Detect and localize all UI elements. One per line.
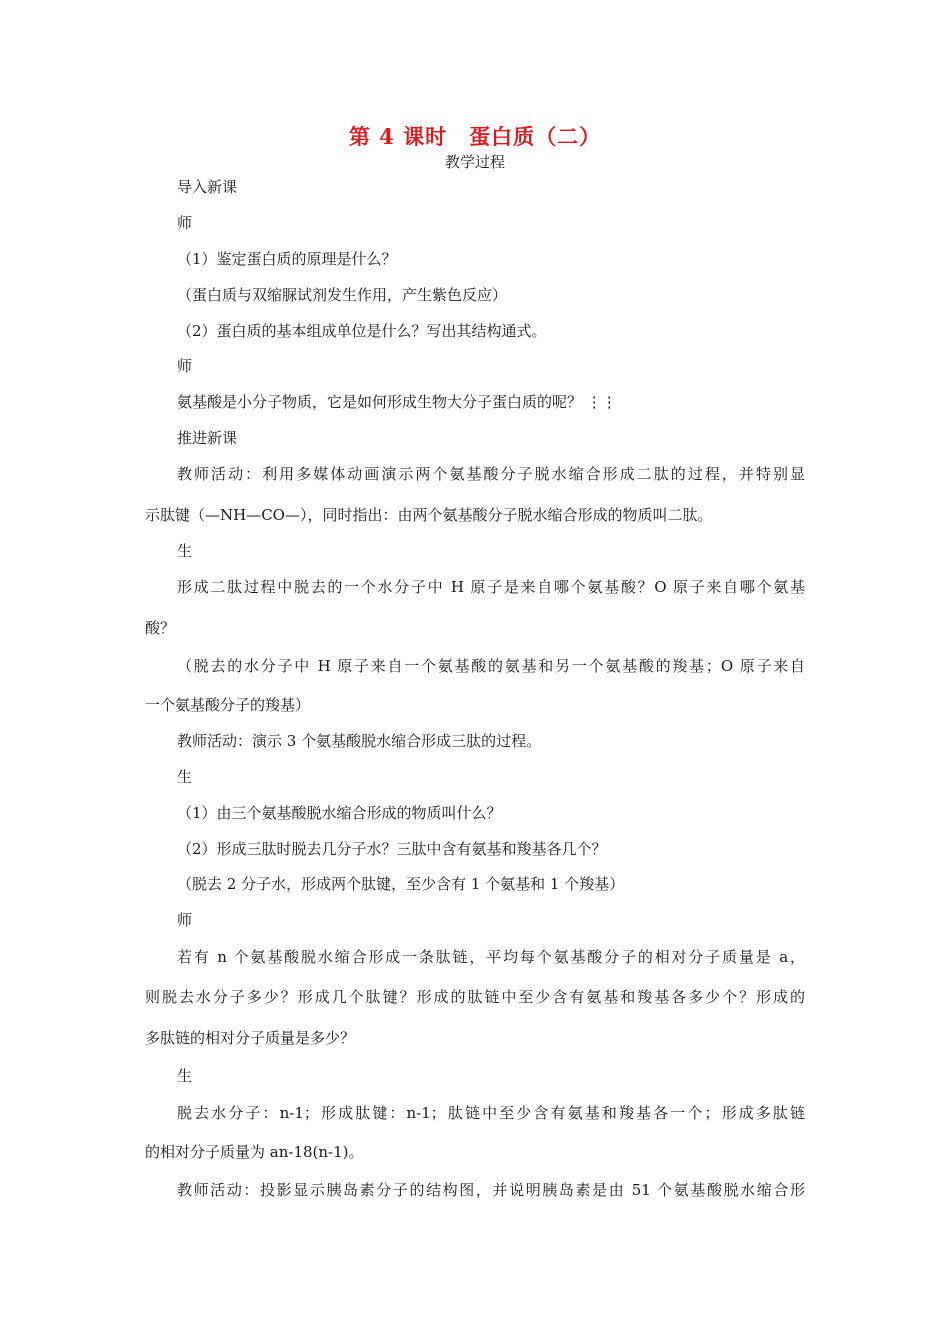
body-line: 多肽链的相对分子质量是多少？ — [145, 1029, 356, 1047]
speaker-teacher: 师 — [177, 357, 193, 375]
body-line: 脱去水分子：n-1；形成肽键：n-1；肽链中至少含有氨基和羧基各一个；形成多肽链 — [177, 1104, 805, 1122]
speaker-student: 生 — [177, 768, 193, 786]
body-line: 氨基酸是小分子物质，它是如何形成生物大分子蛋白质的呢？ ⋮⋮ — [177, 393, 617, 411]
answer-line: 一个氨基酸分子的羧基） — [145, 696, 311, 714]
heading-intro: 导入新课 — [177, 178, 238, 196]
body-line: 教师活动：利用多媒体动画演示两个氨基酸分子脱水缩合形成二肽的过程，并特别显 — [177, 465, 805, 483]
body-line: 的相对分子质量为 an-18(n-1)。 — [145, 1143, 364, 1161]
speaker-teacher: 师 — [177, 214, 193, 232]
body-line: 教师活动：演示 3 个氨基酸脱水缩合形成三肽的过程。 — [177, 732, 542, 750]
body-line: 若有 n 个氨基酸脱水缩合形成一条肽链，平均每个氨基酸分子的相对分子质量是 a， — [177, 948, 805, 966]
question-line: （1）由三个氨基酸脱水缩合形成的物质叫什么？ — [177, 804, 502, 822]
heading-new-lesson: 推进新课 — [177, 429, 238, 447]
answer-line: （脱去的水分子中 H 原子来自一个氨基酸的氨基和另一个氨基酸的羧基；O 原子来自 — [177, 657, 805, 675]
body-line: 教师活动：投影显示胰岛素分子的结构图，并说明胰岛素是由 51 个氨基酸脱水缩合形 — [177, 1181, 805, 1199]
speaker-student: 生 — [177, 542, 193, 560]
body-line: 形成二肽过程中脱去的一个水分子中 H 原子是来自哪个氨基酸？O 原子来自哪个氨基 — [177, 578, 805, 596]
section-subtitle: 教学过程 — [444, 153, 505, 171]
question-line: （2）蛋白质的基本组成单位是什么？写出其结构通式。 — [177, 322, 547, 340]
question-line: （1）鉴定蛋白质的原理是什么？ — [177, 250, 397, 268]
answer-line: （蛋白质与双缩脲试剂发生作用，产生紫色反应） — [177, 286, 508, 304]
question-line: （2）形成三肽时脱去几分子水？三肽中含有氨基和羧基各几个？ — [177, 840, 607, 858]
body-line: 酸？ — [145, 619, 176, 637]
answer-line: （脱去 2 分子水，形成两个肽键，至少含有 1 个氨基和 1 个羧基） — [177, 875, 625, 893]
body-line: 示肽键（—NH—CO—），同时指出：由两个氨基酸分子脱水缩合形成的物质叫二肽。 — [145, 506, 713, 524]
body-line: 则脱去水分子多少？形成几个肽键？形成的肽链中至少含有氨基和羧基各多少个？形成的 — [145, 988, 805, 1006]
speaker-teacher: 师 — [177, 911, 193, 929]
lesson-title: 第 4 课时 蛋白质（二） — [348, 124, 602, 149]
speaker-student: 生 — [177, 1067, 193, 1085]
